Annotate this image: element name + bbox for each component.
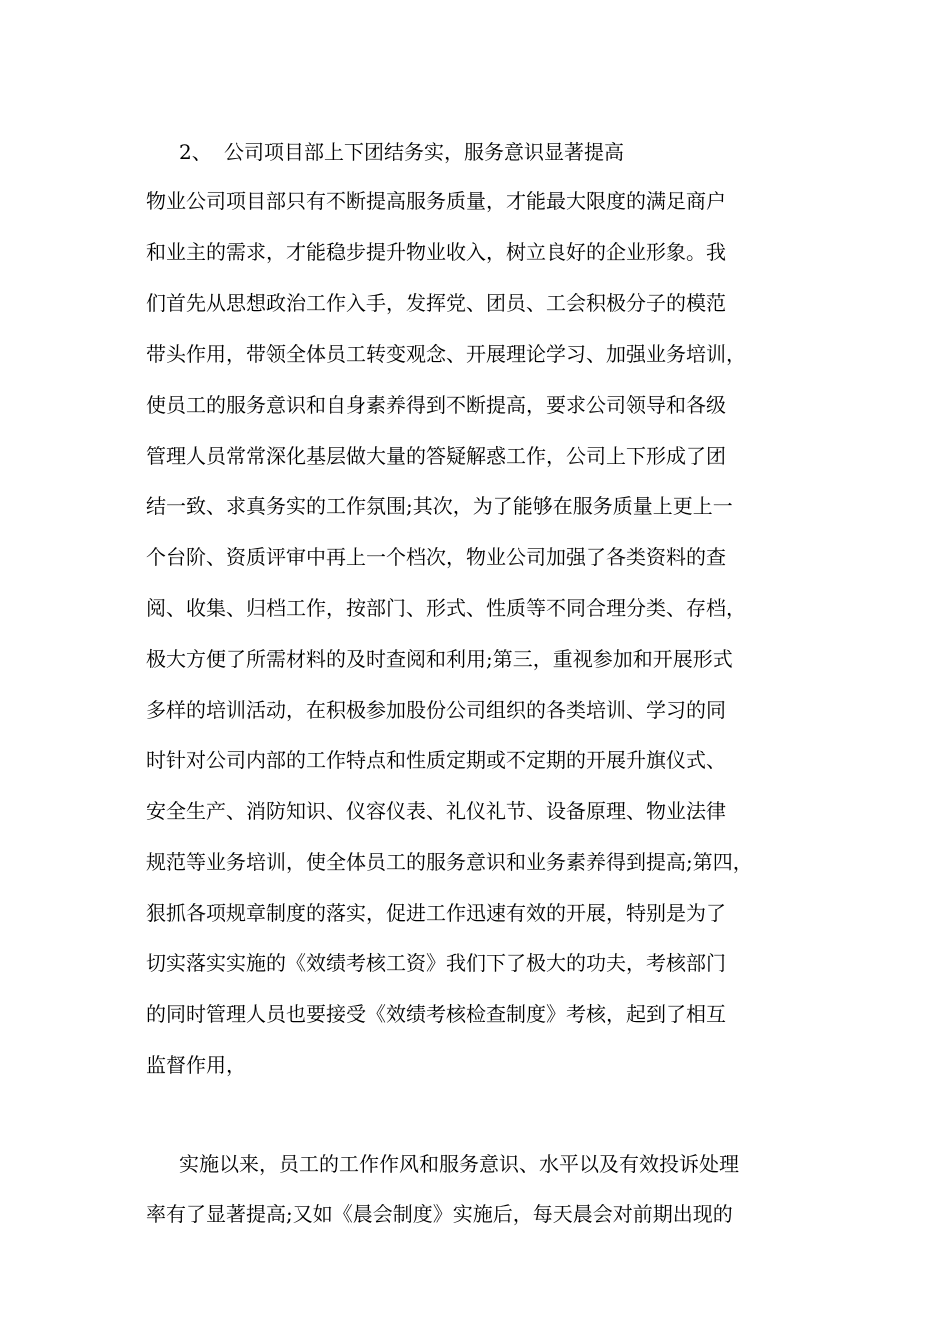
paragraph-1-line: 极大方便了所需材料的及时查阅和利用;第三，重视参加和开展形式 xyxy=(146,647,733,671)
paragraph-1-line: 带头作用，带领全体员工转变观念、开展理论学习、加强业务培训， xyxy=(146,342,746,366)
paragraph-1-line: 物业公司项目部只有不断提高服务质量，才能最大限度的满足商户 xyxy=(146,189,726,213)
paragraph-1-line: 阅、收集、归档工作，按部门、形式、性质等不同合理分类、存档， xyxy=(146,596,746,620)
paragraph-1-line: 时针对公司内部的工作特点和性质定期或不定期的开展升旗仪式、 xyxy=(146,748,726,772)
paragraph-1-line: 个台阶、资质评审中再上一个档次，物业公司加强了各类资料的查 xyxy=(146,545,726,569)
section-number: 2、 xyxy=(179,140,212,164)
section-heading xyxy=(179,138,624,166)
paragraph-1-line: 狠抓各项规章制度的落实，促进工作迅速有效的开展，特别是为了 xyxy=(146,901,726,925)
paragraph-1-line: 管理人员常常深化基层做大量的答疑解惑工作，公司上下形成了团 xyxy=(146,444,726,468)
paragraph-2-line: 实施以来，员工的工作作风和服务意识、水平以及有效投诉处理 xyxy=(179,1152,739,1176)
paragraph-1-line: 和业主的需求，才能稳步提升物业收入，树立良好的企业形象。我 xyxy=(146,240,726,264)
paragraph-1-line: 监督作用， xyxy=(146,1053,246,1077)
paragraph-1-line: 的同时管理人员也要接受《效绩考核检查制度》考核，起到了相互 xyxy=(146,1002,726,1026)
paragraph-1-line: 结一致、求真务实的工作氛围;其次，为了能够在服务质量上更上一 xyxy=(146,494,733,518)
paragraph-1-line: 使员工的服务意识和自身素养得到不断提高，要求公司领导和各级 xyxy=(146,393,726,417)
paragraph-2-line: 率有了显著提高;又如《晨会制度》实施后，每天晨会对前期出现的 xyxy=(146,1202,733,1226)
paragraph-1-line: 规范等业务培训，使全体员工的服务意识和业务素养得到提高;第四， xyxy=(146,850,753,874)
paragraph-1-line: 安全生产、消防知识、仪容仪表、礼仪礼节、设备原理、物业法律 xyxy=(146,799,726,823)
section-title: 公司项目部上下团结务实，服务意识显著提高 xyxy=(224,140,624,164)
paragraph-1-line: 切实落实实施的《效绩考核工资》我们下了极大的功夫，考核部门 xyxy=(146,951,726,975)
paragraph-1-line: 多样的培训活动，在积极参加股份公司组织的各类培训、学习的同 xyxy=(146,698,726,722)
paragraph-1-line: 们首先从思想政治工作入手，发挥党、团员、工会积极分子的模范 xyxy=(146,291,726,315)
